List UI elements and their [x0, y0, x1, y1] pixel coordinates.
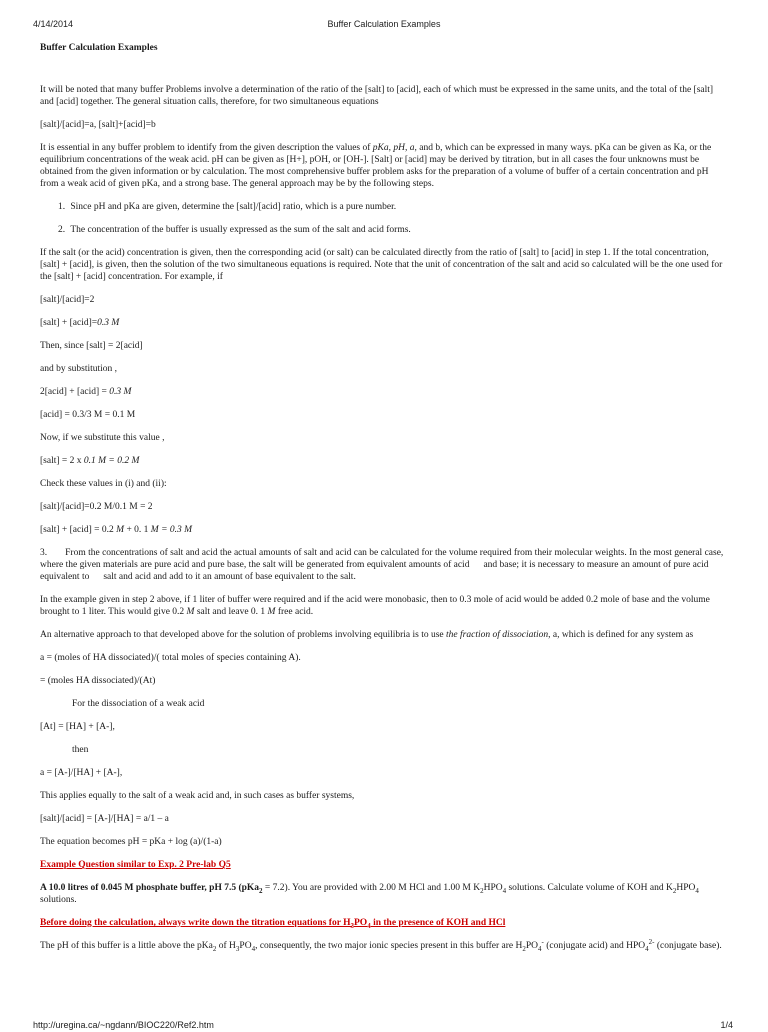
equation: 2[acid] + [acid] = 0.3 M [40, 387, 132, 397]
equation: The equation becomes pH = pKa + log (a)/(1-a) [40, 837, 222, 847]
equation: = (moles HA dissociated)/(At) [40, 676, 156, 686]
equation: [salt]/[acid]=2 [40, 295, 95, 305]
page-title: Buffer Calculation Examples [40, 43, 158, 53]
paragraph-essential: It is essential in any buffer problem to identify from the given description the values of pKa, pH, a, and b, which can be expressed in many ways. pKa can be given as Ka, or the equilibrium concentrations of the weak acid. pH can be given as [H+], pOH, or [OH-]. [Salt] or [acid] may be derived by titration, but in all cases the four unknowns must be obtained from the given information or by calculation. The most comprehensive buffer problem asks for the preparation of a volume of buffer of a certain concentration and pH from a weak acid of given pKa, and a strong base. The general approach may be by the following steps. [40, 143, 712, 189]
text-line: Check these values in (i) and (ii): [40, 479, 167, 489]
equation: [salt] = 2 x 0.1 M = 0.2 M [40, 456, 140, 466]
equation: a = (moles of HA dissociated)/( total moles of species containing A). [40, 653, 301, 663]
print-title: Buffer Calculation Examples [327, 19, 441, 29]
print-date: 4/14/2014 [33, 19, 74, 29]
equation: a = [A-]/[HA] + [A-], [40, 768, 123, 778]
text-line: and by substitution , [40, 364, 118, 374]
document-body [40, 42, 728, 963]
step-3: 3. From the concentrations of salt and acid the actual amounts of salt and acid can be calculated for the volume required from their molecular weights. In the most general case, where the given materials are pure acid and pure base, the salt will be generated from equivalent amounts of acid and base; it is necessary to measure an amount of pure acid equivalent to salt and acid and add to it an amount of base equivalent to the salt. [40, 548, 724, 582]
equation: [At] = [HA] + [A-], [40, 722, 115, 732]
equation: [salt] + [acid]=0.3 M [40, 318, 120, 328]
paragraph-salt-concentration: If the salt (or the acid) concentration is given, then the corresponding acid (or salt) can be calculated directly from the ratio of [salt] to [acid] in step 1. If the total concentration, [salt] + [acid], is given, then the solution of the two simultaneous equations is required. Note that the unit of concentration of the salt and acid so calculated will be the one used for the [salt] + [acid] concentration. For example, if [40, 248, 723, 282]
paragraph-species: The pH of this buffer is a little above the pKa$_2$ of $H_3PO_4$, consequently, the two major ionic species present in this buffer are $H_2PO_4^-$ (conjugate acid) and $HPO_4^{2-}$ (conjugate base). [40, 937, 722, 953]
print-footer [0, 1020, 768, 1032]
text-line: Then, since [salt] = 2[acid] [40, 341, 143, 351]
text-line: This applies equally to the salt of a weak acid and, in such cases as buffer systems, [40, 791, 355, 801]
print-header [0, 19, 768, 31]
paragraph-alternative: An alternative approach to that developed above for the solution of problems involving equilibria is to use the fraction of dissociation, a, which is defined for any system as [40, 630, 694, 640]
step-2: 2. The concentration of the buffer is usually expressed as the sum of the salt and acid forms. [58, 225, 411, 235]
example-question-heading: Example Question similar to Exp. 2 Pre-lab Q5 [40, 860, 231, 870]
text-line: For the dissociation of a weak acid [72, 699, 205, 709]
equation: [salt] + [acid] = 0.2 M + 0. 1 M = 0.3 M [40, 525, 193, 535]
equation: [salt]/[acid]=0.2 M/0.1 M = 2 [40, 502, 153, 512]
source-url[interactable]: http://uregina.ca/~ngdann/BIOC220/Ref2.htm [33, 1020, 214, 1030]
equation: [acid] = 0.3/3 M = 0.1 M [40, 410, 136, 420]
calculation-warning: Before doing the calculation, always write down the titration equations for $H_3PO_4$ in the presence of KOH and HCl [40, 918, 506, 930]
text-line: Now, if we substitute this value , [40, 433, 165, 443]
paragraph-intro: It will be noted that many buffer Problems involve a determination of the ratio of the [salt] to [acid], each of which must be expressed in the same units, and the total of the [salt] and [acid] together. The general situation calls, therefore, for two simultaneous equations [40, 85, 714, 107]
page-number: 1/4 [720, 1020, 733, 1030]
step-1: 1. Since pH and pKa are given, determine the [salt]/[acid] ratio, which is a pure number. [58, 202, 397, 212]
paragraph-example: In the example given in step 2 above, if 1 liter of buffer were required and if the acid were monobasic, then to 0.3 mole of acid would be added 0.2 mole of base and the volume brought to 1 liter. This would give 0.2 M salt and leave 0. 1 M free acid. [40, 595, 710, 617]
equation: [salt]/[acid]=a, [salt]+[acid]=b [40, 120, 156, 130]
equation: [salt]/[acid] = [A-]/[HA] = a/1 – a [40, 814, 169, 824]
text-line: then [72, 745, 89, 755]
question-text: A 10.0 litres of 0.045 M phosphate buffer, pH 7.5 (pKa$_2$ = 7.2). You are provided with 2.00 M HCl and 1.00 M $K_2HPO_4$ solutions. Calculate volume of KOH and $K_2HPO_4$ solutions. [40, 883, 699, 905]
